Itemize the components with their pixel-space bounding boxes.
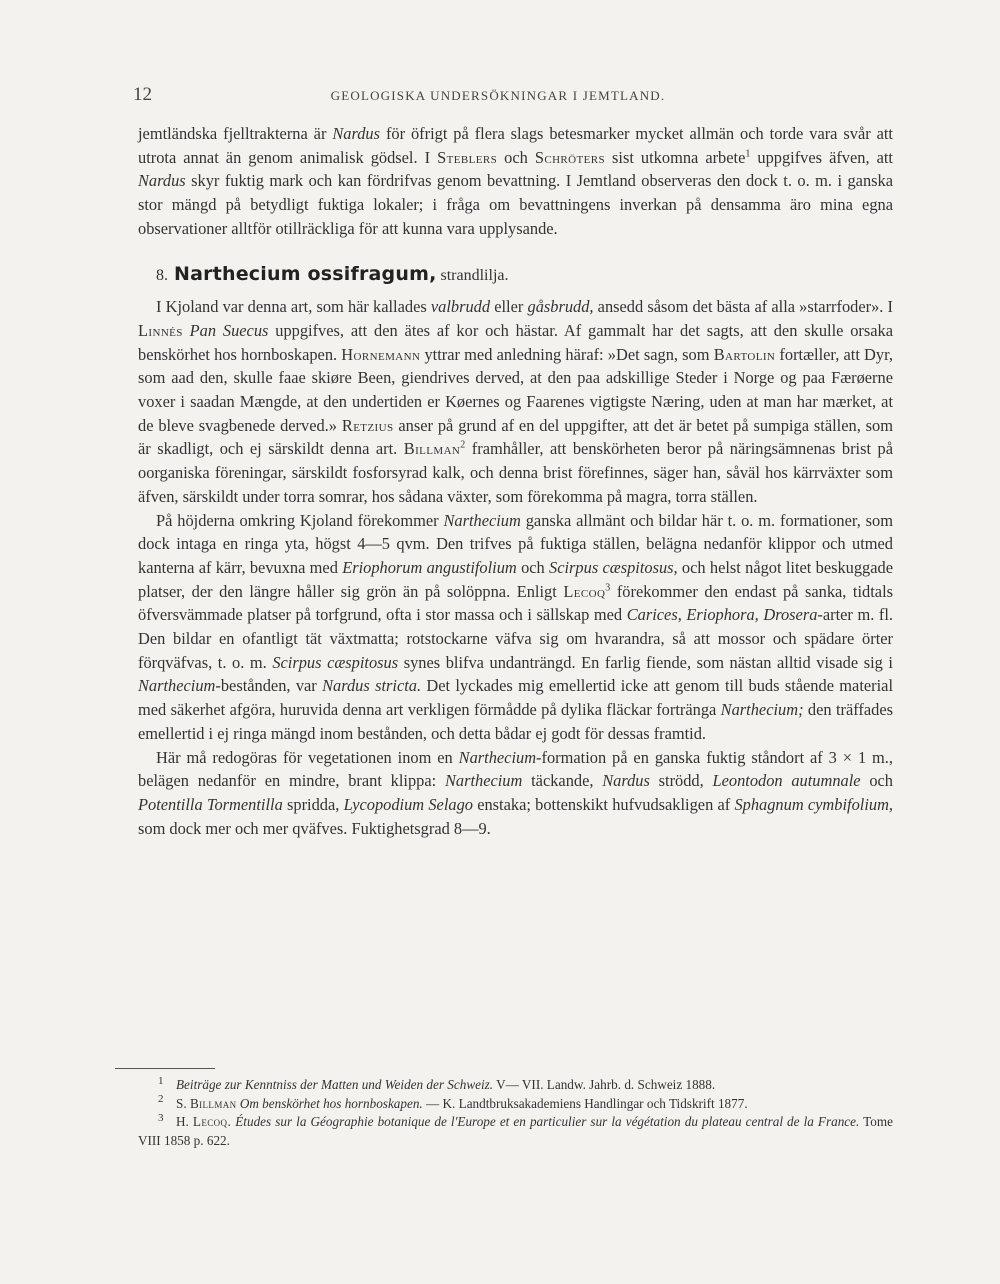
species-name: Sphagnum cymbifolium, <box>734 794 894 814</box>
species-name: Nardus <box>138 171 186 191</box>
text: som dock mer och mer qväfves. Fuktighetsgrad 8—9. <box>138 818 491 838</box>
term: gåsbrudd, <box>527 297 594 317</box>
text: strödd, <box>649 771 713 791</box>
paragraph-4 <box>138 746 893 841</box>
text: eller <box>490 297 528 317</box>
text: ganska allmänt och bildar här t. o. m. formationer, som dock intaga en ringa yta, högst 4—5 qvm. Den trifves på fuktiga ställen, belägna nedanför klippor och utmed kanterna af kärr, bevuxna med <box>138 510 893 577</box>
species-name: Narthecium <box>458 747 537 767</box>
footnote-3: 3 H. Lecoq. Études sur la Géographie botanique de l'Europe et en particulier sur la végétation du plateau central de la France. Tome VIII 1858 p. 622. <box>138 1111 893 1148</box>
text: förekommer den endast på sanka, tidtals öfversvämmade platser på torfgrund, ofta i stor massa och i sällskap med <box>138 581 893 625</box>
text <box>183 321 190 340</box>
text: framhåller, att benskörheten beror på näringsämnenas brist på oorganiska föreningar, särskildt fosforsyrad kalk, och denna brist förefinnes, säger han, såväl hos kärrväxter som äfven, särskildt under torra somrar, hos sådana växter, som förekomma på magra, torra ställen. <box>138 439 893 506</box>
species-name: Narthecium <box>443 510 521 530</box>
species-name: Carices, Eriophora, Drosera <box>626 605 818 625</box>
text: -formation på en ganska fuktig ståndort af 3 × 1 m., belägen nedanför en mindre, brant klippa: <box>138 747 894 791</box>
species-name: Nardus <box>602 771 650 791</box>
text: och <box>860 771 893 791</box>
text: uppgifves äfven, att <box>750 147 893 167</box>
text: anser på grund af en del uppgifter, att det är betet på sumpiga ställen, som är skadligt, och ej särskildt denna art. <box>138 415 894 459</box>
author-name: Billman <box>403 439 461 459</box>
footnote-text: H. <box>176 1114 193 1129</box>
paragraph-3 <box>138 509 893 746</box>
footnote-text: V— VII. Landw. Jahrb. d. Schweiz 1888. <box>493 1077 716 1092</box>
species-name: Leontodon autumnale <box>712 771 861 791</box>
text: och <box>497 147 535 167</box>
paragraph-1 <box>138 122 893 241</box>
text: -arter m. fl. Den bildar en ofantligt tät växtmatta; rotstockarne väfva sig om hvarandra, så att mossor och spädare örter förqväfvas, t. o. m. <box>138 605 893 672</box>
text: spridda, <box>282 794 344 814</box>
body-text <box>138 122 893 840</box>
text: täckande, <box>522 771 603 791</box>
species-name: Narthecium <box>444 771 523 791</box>
author-name: Lecoq <box>563 581 606 601</box>
text: och helst något litet beskuggade platser, der den längre håller sig grön än på solöppna. Enligt <box>138 557 893 601</box>
footnote-text: Tome VIII 1858 p. 622. <box>138 1114 893 1148</box>
section-common-name: strandlilja. <box>436 266 509 284</box>
text: yttrar med anledning häraf: »Det sagn, som <box>420 344 714 364</box>
page-number: 12 <box>133 84 152 105</box>
author-name: Hornemann <box>341 344 421 364</box>
text: Det lyckades mig emellertid icke att genom till buds stående material med säkerhet afgöra, huruvida denna art verkligen förmådde på dylika fläckar fortränga <box>138 676 893 720</box>
footnote-ref: 2 <box>460 439 466 451</box>
running-head: GEOLOGISKA UNDERSÖKNINGAR I JEMTLAND. <box>330 88 666 103</box>
author-name: Retzius <box>341 415 394 435</box>
author-name: Schröters <box>534 147 605 167</box>
footnote-title: Om benskörhet hos hornboskapen. <box>236 1095 423 1111</box>
text: skyr fuktig mark och kan fördrifvas genom bevattning. I Jemtland observeras den dock t. o. m. i ganska stor mängd på betydligt fuktiga lokaler; i fråga om bevattningens inverkan på densamma äro mina egna observationer alltför otillräckliga för att kunna vara upplysande. <box>138 171 893 238</box>
species-name: Narthecium <box>138 676 216 696</box>
footnote-text: — K. Landtbruksakademiens Handlingar och Tidskrift 1877. <box>422 1095 748 1111</box>
section-number: 8. <box>156 266 168 284</box>
species-name: Narthecium; <box>720 700 804 720</box>
author-name: Steblers <box>437 147 498 167</box>
species-name: Scirpus cæspitosus <box>272 652 399 672</box>
text: för öfrigt på flera slags betesmarker mycket allmän och torde vara svår att utrota annat än genom animalisk gödsel. I <box>138 124 893 167</box>
section-heading <box>138 263 893 288</box>
footnote-ref: 1 <box>745 148 751 160</box>
species-name: Potentilla Tormentilla <box>138 794 283 814</box>
text: -bestånden, var <box>215 676 323 696</box>
species-name: Scirpus cæspitosus, <box>549 557 678 577</box>
footnote-1: 1 Beiträge zur Kenntniss der Matten und Weiden der Schweiz. V— VII. Landw. Jahrb. d. Schweiz 1888. <box>158 1074 716 1092</box>
author-name: Lecoq. <box>192 1114 232 1129</box>
text: I Kjoland var denna art, som här kallades <box>156 297 431 317</box>
work-title: Pan Suecus <box>189 320 269 340</box>
text: den träffades emellertid i ej ringa mängd inom bestånden, och detta bådar ej godt för dessas framtid. <box>138 700 893 743</box>
text: enstaka; bottenskikt hufvudsakligen af <box>472 794 735 814</box>
footnote-text: S. <box>176 1095 190 1111</box>
author-name: Bartolin <box>713 344 776 364</box>
text: och <box>516 557 550 577</box>
section-species: Narthecium ossifragum, <box>174 262 437 285</box>
footnote-2: 2 S. Billman Om benskörhet hos hornboskapen. — K. Landtbruksakademiens Handlingar och Tidskrift 1877. <box>158 1093 748 1111</box>
text: jemtländska fjelltrakterna är <box>138 124 333 143</box>
footnote-ref: 3 <box>605 582 611 594</box>
species-name: Eriophorum angustifolium <box>342 557 517 577</box>
footnote-title: Beiträge zur Kenntniss der Matten und Weiden der Schweiz. <box>176 1077 494 1092</box>
paragraph-2 <box>138 295 893 508</box>
footnote-divider <box>115 1068 215 1069</box>
author-name: Billman <box>189 1095 237 1111</box>
text: Här må redogöras för vegetationen inom en <box>156 747 459 767</box>
text: ansedd såsom det bästa af alla »starrfoder». I <box>593 297 893 317</box>
text: sist utkomna arbete <box>605 147 746 167</box>
author-name: Linnés <box>138 320 183 340</box>
species-name: Lycopodium Selago <box>343 794 473 814</box>
species-name: Nardus <box>332 124 381 143</box>
term: valbrudd <box>430 297 491 317</box>
text: uppgifves, att den ätes af kor och hästar. Af gammalt har det sagts, att den skulle orsaka benskörhet hos hornboskapen. <box>138 320 894 364</box>
species-name: Nardus stricta. <box>322 676 422 696</box>
text: På höjderna omkring Kjoland förekommer <box>156 510 444 530</box>
text: synes blifva undanträngd. En farlig fiende, som nästan alltid visade sig i <box>398 652 893 672</box>
footnotes <box>138 1076 893 1150</box>
footnote-title: Études sur la Géographie botanique de l'Europe et en particulier sur la végétation du plateau central de la France. <box>231 1114 860 1129</box>
text: fortæller, att Dyr, som aad den, skulle faae skiøre Been, giendrives derved, at den paa adskillige Steder i Norge og paa Færøerne voxer i saadan Mængde, at den undertiden er Køernes og Faarenes vigtigste Næring, uden at man har mærket, at de bleve svagbenede derved.» <box>138 344 893 435</box>
